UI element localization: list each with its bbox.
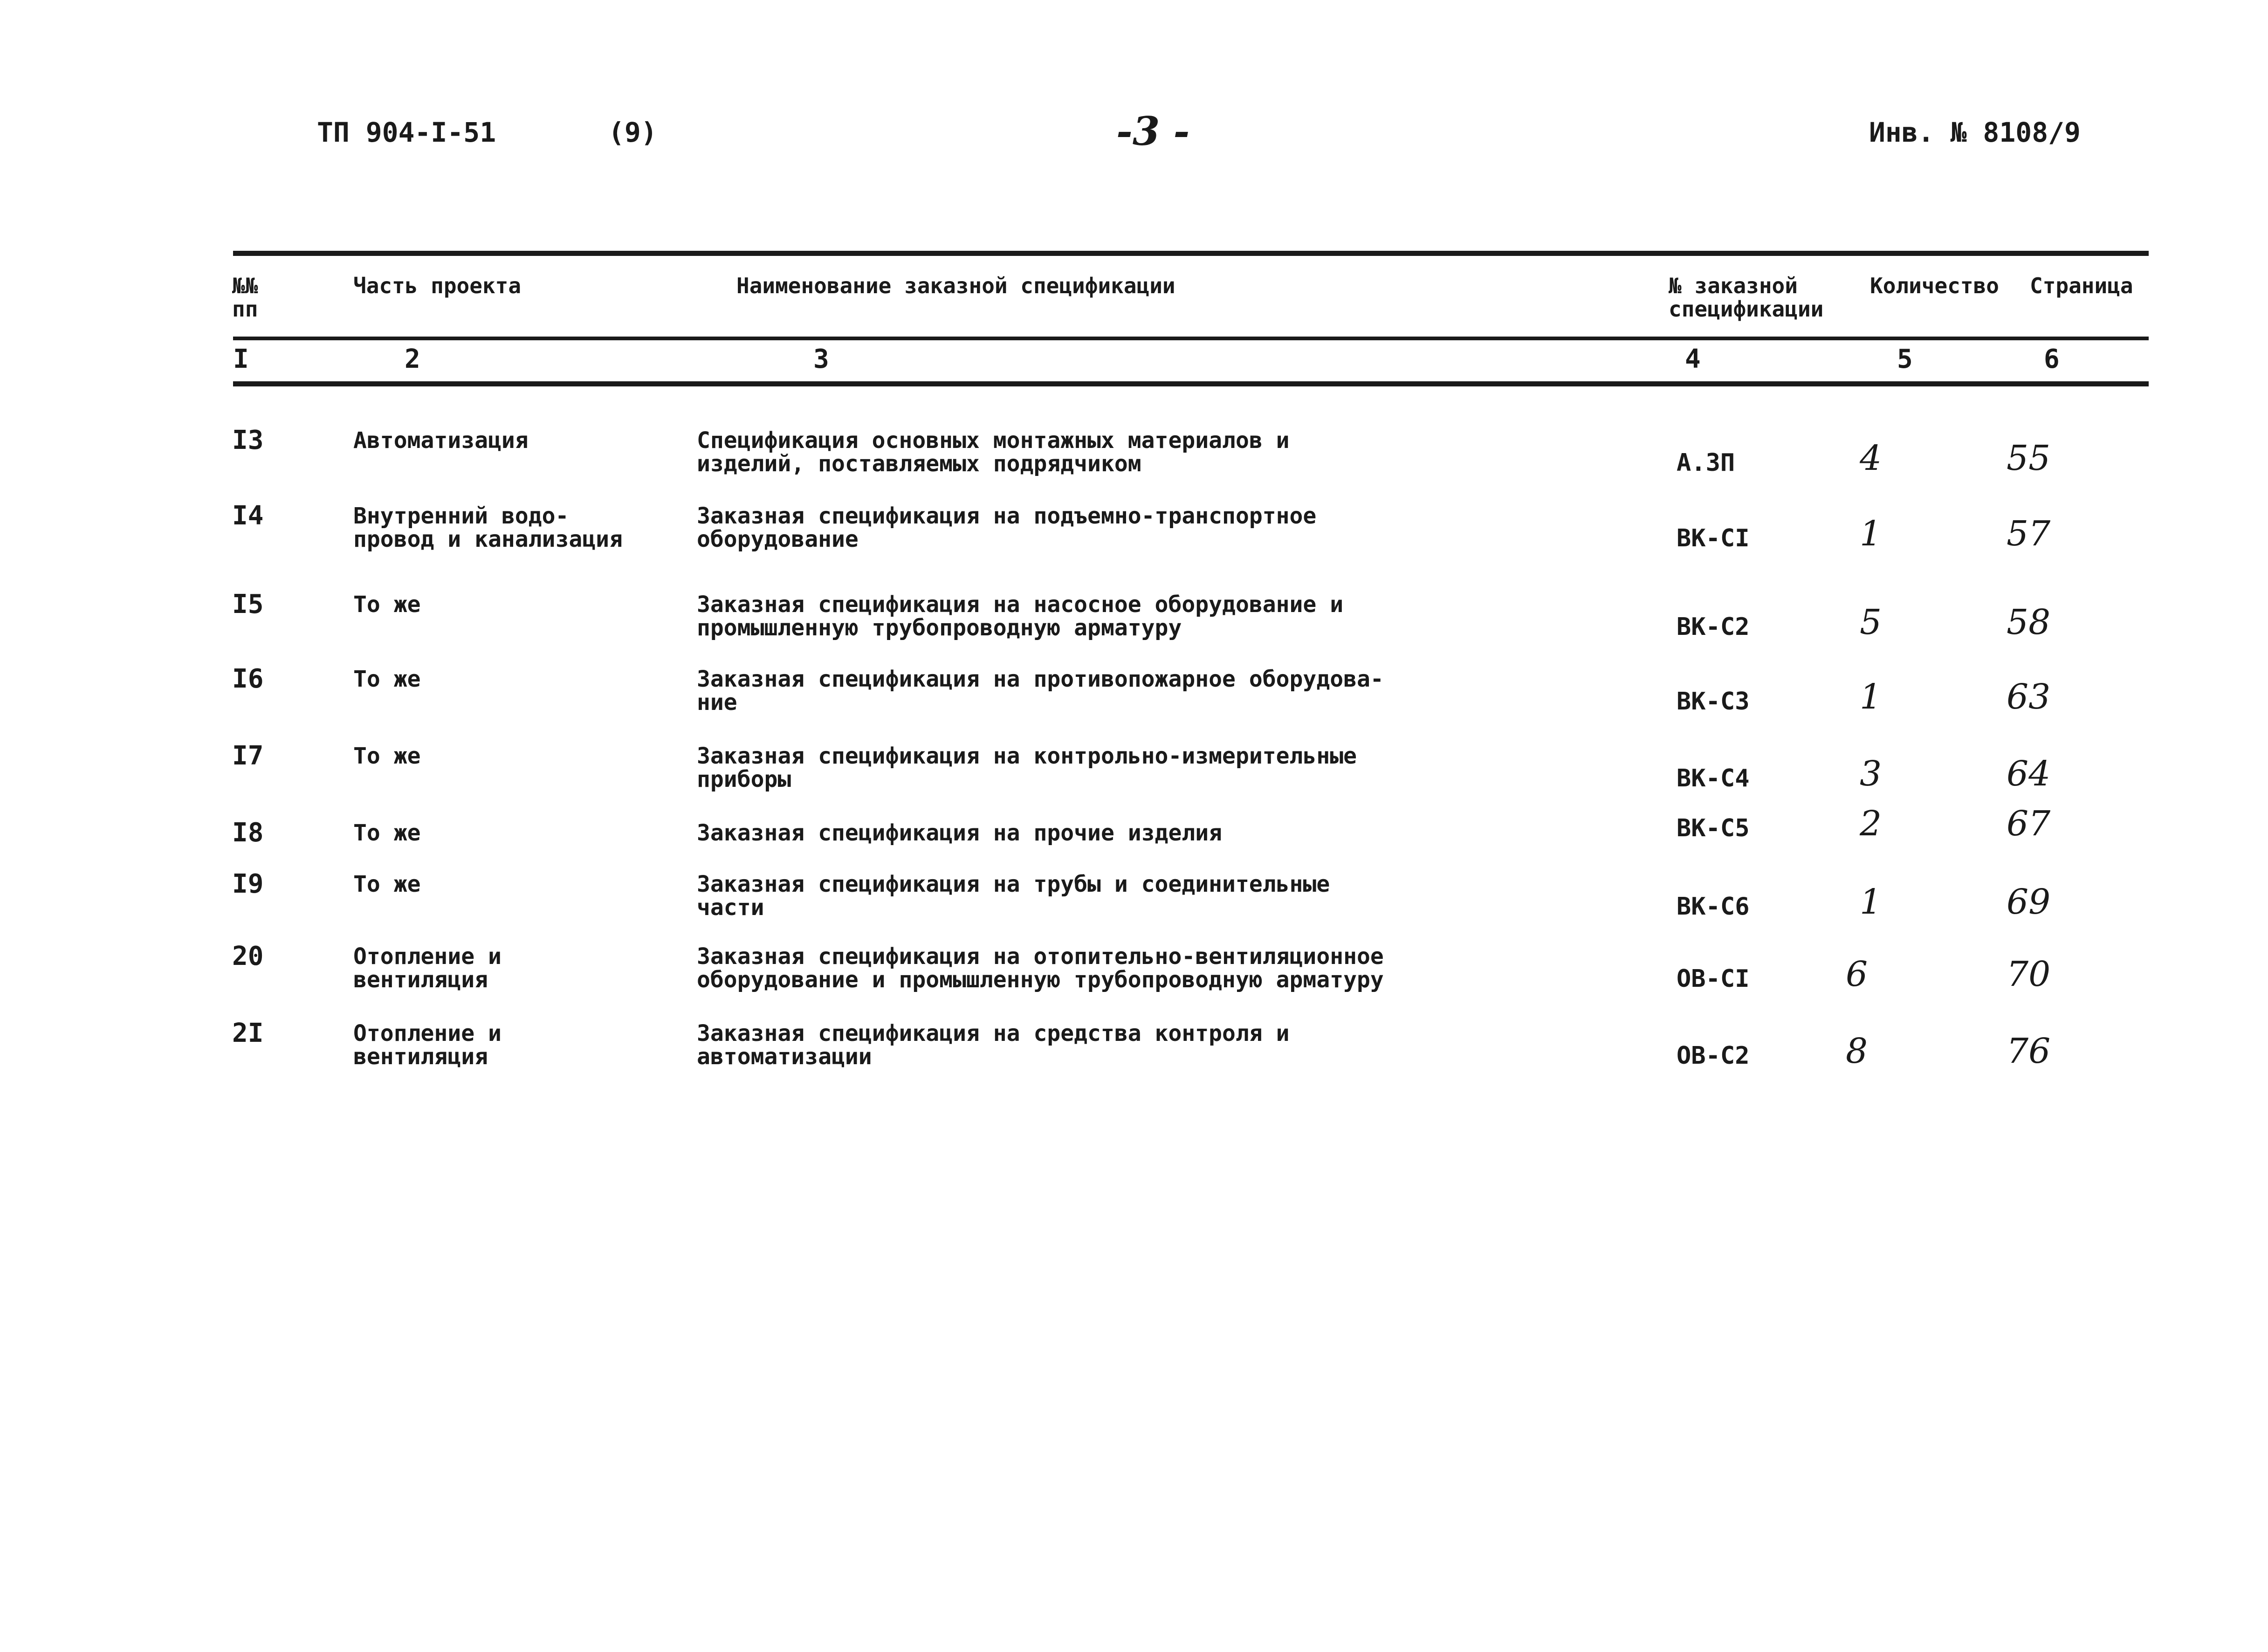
table-row (0, 741, 2268, 821)
column-number: 4 (1685, 344, 1701, 374)
specification-name: Заказная спецификация на контрольно-измерительные приборы (697, 743, 1357, 792)
project-part: То же (353, 871, 421, 897)
project-part: То же (353, 820, 421, 846)
specification-name: Заказная спецификация на прочие изделия (697, 820, 1223, 846)
project-part: Отопление и вентиляция (353, 943, 502, 993)
specification-name: Заказная спецификация на противопожарное оборудова- ние (697, 666, 1384, 716)
row-number: I7 (232, 741, 264, 771)
project-part: Внутренний водо- провод и канализация (353, 503, 623, 552)
quantity: 1 (1860, 882, 1882, 922)
quantity: 1 (1860, 514, 1882, 554)
inventory-number: Инв. № 8108/9 (1869, 117, 2081, 148)
page-number: -3 - (1116, 108, 1190, 154)
page-ref: 64 (2007, 754, 2051, 794)
project-part: Отопление и вентиляция (353, 1020, 502, 1070)
table-row (0, 804, 2268, 873)
row-number: 20 (232, 941, 264, 971)
column-header-label: Количество (1870, 273, 1999, 298)
column-header-label: Наименование заказной спецификации (736, 273, 1175, 298)
column-number: 2 (405, 344, 420, 374)
page-ref: 63 (2007, 677, 2051, 717)
quantity: 6 (1846, 954, 1868, 994)
specification-code: ВК-СI (1677, 524, 1750, 552)
page-ref: 55 (2007, 438, 2051, 478)
table-row (0, 664, 2268, 744)
specification-name: Спецификация основных монтажных материалов и изделий, поставляемых подрядчиком (697, 427, 1290, 477)
specification-code: А.3П (1677, 449, 1735, 477)
table-row (0, 1018, 2268, 1099)
quantity: 8 (1846, 1031, 1868, 1071)
specification-name: Заказная спецификация на отопительно-вентиляционное оборудование и промышленную трубопроводную арматуру (697, 943, 1384, 993)
column-number: 6 (2044, 344, 2060, 374)
specification-code: ВК-С6 (1677, 893, 1750, 921)
column-header-label: № заказной спецификации (1669, 273, 1824, 322)
table-row (0, 941, 2268, 1022)
column-header-name (736, 274, 1175, 297)
document-code: ТП 904-I-51 (317, 117, 496, 148)
table-header-rule (233, 337, 2149, 340)
project-part: Автоматизация (353, 427, 529, 454)
column-number: 3 (813, 344, 829, 374)
table-row (0, 501, 2268, 593)
specification-name: Заказная спецификация на подъемно-транспортное оборудование (697, 503, 1317, 552)
column-number: 5 (1897, 344, 1913, 374)
row-number: I6 (232, 664, 264, 694)
column-header-page (2030, 274, 2133, 297)
specification-name: Заказная спецификация на средства контроля и автоматизации (697, 1020, 1290, 1070)
row-number: I8 (232, 818, 264, 848)
project-part: То же (353, 743, 421, 769)
column-header-label: №№ пп (232, 273, 258, 322)
specification-code: ВК-С4 (1677, 764, 1750, 792)
spec-table-body (0, 425, 2268, 1099)
column-header-code (1669, 274, 1823, 321)
specification-code: ВК-С5 (1677, 814, 1750, 842)
column-header-qty (1870, 274, 1999, 297)
row-number: I3 (232, 425, 264, 455)
specification-code: ВК-С2 (1677, 613, 1750, 641)
table-top-rule (233, 251, 2149, 256)
column-number: I (233, 344, 249, 374)
quantity: 1 (1860, 677, 1882, 717)
specification-code: ВК-С3 (1677, 688, 1750, 716)
project-part: То же (353, 666, 421, 692)
specification-code: ОВ-С2 (1677, 1042, 1750, 1070)
row-number: I9 (232, 869, 264, 899)
column-header-label: Страница (2030, 273, 2133, 298)
page-ref: 70 (2007, 954, 2051, 994)
table-column-number-rule (233, 381, 2149, 386)
column-header-label: Часть проекта (353, 273, 522, 298)
specification-code: ОВ-СI (1677, 965, 1750, 993)
row-number: I5 (232, 589, 264, 620)
row-number: 2I (232, 1018, 264, 1048)
quantity: 2 (1860, 804, 1882, 844)
table-row (0, 589, 2268, 668)
page-ref: 57 (2007, 514, 2051, 554)
quantity: 4 (1860, 438, 1882, 478)
specification-name: Заказная спецификация на насосное оборудование и промышленную трубопроводную арматуру (697, 592, 1344, 641)
page-ref: 67 (2007, 804, 2051, 844)
page-ref: 69 (2007, 882, 2051, 922)
quantity: 3 (1860, 754, 1882, 794)
project-part: То же (353, 592, 421, 618)
column-header-part (353, 274, 521, 297)
quantity: 5 (1860, 602, 1882, 642)
sheet-number: (9) (608, 117, 657, 148)
table-row (0, 425, 2268, 504)
table-row (0, 869, 2268, 945)
column-header-no (232, 274, 258, 321)
page-ref: 76 (2007, 1031, 2051, 1071)
specification-name: Заказная спецификация на трубы и соединительные части (697, 871, 1330, 921)
row-number: I4 (232, 501, 264, 531)
page-ref: 58 (2007, 602, 2051, 642)
